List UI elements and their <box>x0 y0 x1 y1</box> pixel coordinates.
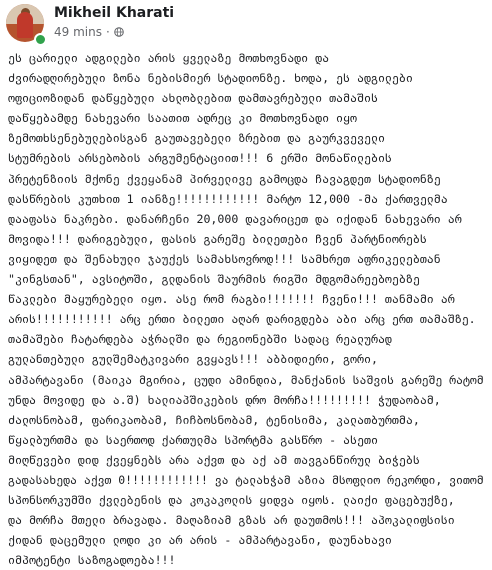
post-text-line: ძვირადღირებული ზონა ნებისმიერ სტადიონზე. ხოდა, ეს ადგილები <box>8 71 413 86</box>
post-meta <box>54 25 124 39</box>
post-text-line: თამაშები ჩატარდება აჭრალში და რეგიონებში სადაც რეალურად <box>8 332 392 347</box>
post-text-line: წაკლები მაყურებელი იყო. ასე რომ რაგბი!!!!!!! ჩვენი!!! თანმამი არ <box>8 292 455 307</box>
post-text-line: გულანთებული გულშემატკივარი გვყავს!!! აბბიდიერი, გორი, <box>8 352 378 367</box>
post-text-line: ამპარტავანი (მაიკა მგირია, ცუდი ამინდია, მანქანის საშვის გარეშე რატომ <box>8 372 484 387</box>
post-text-line: დააფასა ნაკრები. დანარჩენი 20,000 დავარიცეთ და იქიდან ნახევარი არ <box>8 211 462 226</box>
post-text-line: არის!!!!!!!!!!! არც ერთი ბილეთი აღარ დარიგდება აბი არც ერთ თამაშზე. <box>8 312 476 327</box>
post-text-line: პრეტენზიის მქონე ქვეყანამ პირველივე გამოცდა ჩავაგდეთ სტადიონზე <box>8 171 441 186</box>
post-text-line: დაწყებამდე ნახევარი საათით ადრეც კი მოთხოვნადი იყო <box>8 111 358 126</box>
post-text-line: ქიდან დაცემული ლოდი კი არ არის - ამპარტავანი, დაუნახავი <box>8 533 392 548</box>
post-text-line: სპონსორკუმში ქვლებენის და კოკაკოლის ყიდვა იყოს. ლაიქი ფაცებუქზე, <box>8 493 455 508</box>
post-text-line: მოვიდა!!! დარიგებული, ფასის გარეშე ბილეთები ჩვენ პარტნიორებს <box>8 231 427 246</box>
author-name[interactable]: Mikheil Kharati <box>54 5 175 21</box>
post-text-line: მიღწევები დიდ ქვეყნებს არა აქვთ და აქ ამ თავგანწირულ ბიჭებს <box>8 452 420 467</box>
meta-separator: · <box>105 25 110 39</box>
post-text-line: დასწრების კუთხით 1 იანზე!!!!!!!!!!!! მარტო 12,000 -მა ქართველმა <box>8 191 448 206</box>
post-body-text <box>8 48 484 570</box>
post-text-line: სტუმრების არსებობის არგუმენტაციით!!! 6 ერში მონაწილების <box>8 151 392 166</box>
post-text-line: გადასახედა აქვთ 0!!!!!!!!!!!! ვა ტალახჭამ აზია მსოფლიო რეკორდი, ვითომ <box>8 472 484 487</box>
post-text-line: უნდა მოვიდე და ა.შ) ხალიაპშიკების დრო მორჩა!!!!!!!!! ჭუდაობამ, <box>8 392 441 407</box>
post-text-line: ეს ცარიელი ადგილები არის ყველაზე მოთხოვნადი და <box>8 51 330 65</box>
post-text-line: ოფიციოზიდან დაწყებული ახლობლებით დამთავრებული თამაშის <box>8 91 378 106</box>
post-text-line: "კინგსთან", ავსიტოში, გლდანის შაურმის რიგში მდგომარეებოებზე <box>8 272 420 287</box>
globe-icon <box>114 27 124 37</box>
post-timestamp[interactable]: 49 mins <box>54 25 102 39</box>
post-text-line: წყალბურთმა და საერთოდ ქართულმა სპორტმა გასწრო - ასეთი <box>8 432 378 447</box>
post-text-line: ზემოთხსენებულებისგან გაუთავებელი ზრებით და გაურკვეველი <box>8 131 385 146</box>
post-text-line: ძალოსნობამ, ფარიკაობამ, ჩიჩბოსნობამ, ტენისიმა, კალათბურთმა, <box>8 412 420 427</box>
post-header <box>0 0 492 44</box>
post-text-line: ვიყიდეთ და შენახული ჯაუქეს სამახსოვროდ!!! სამხრეთ აფრიკელებთან <box>8 251 441 266</box>
post-text-line: და მორჩა მთელი ბრავადა. მაღაზიამ გზას არ დაუთმოს!!! აპოკალიფსისი <box>8 513 455 528</box>
post-text-line: იმპოტენტი საზოგადოება!!! <box>8 553 176 568</box>
online-status-indicator <box>34 33 47 46</box>
